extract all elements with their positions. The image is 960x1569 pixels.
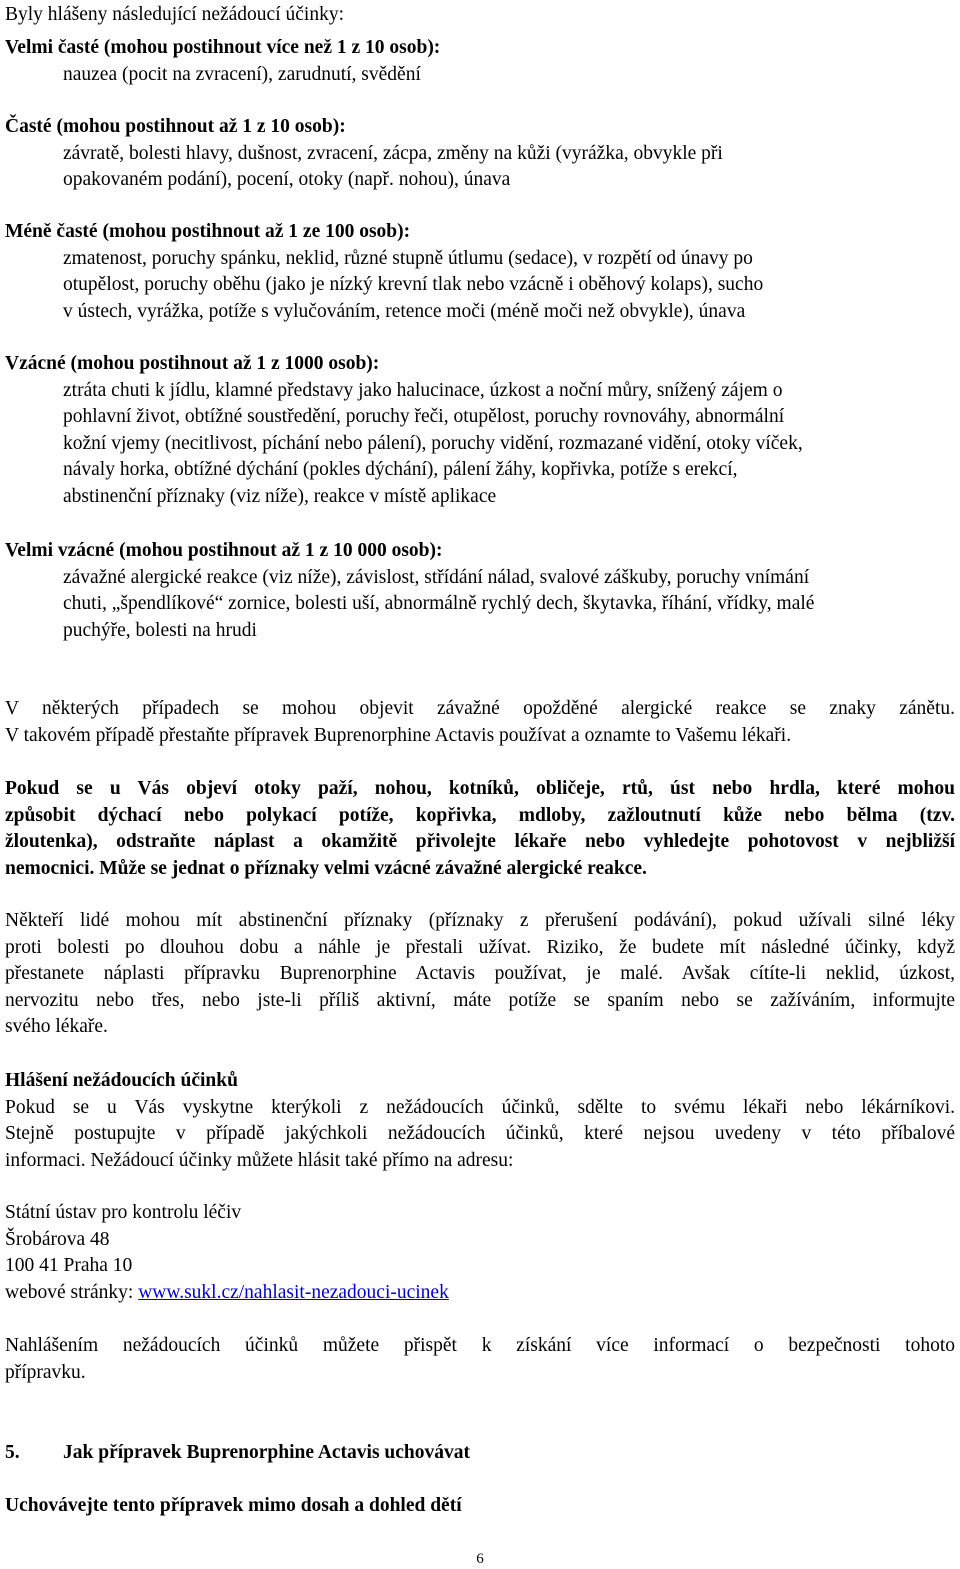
paragraph-line: žloutenka), odstraňte náplast a okamžitě přivolejte lékaře nebo vyhledejte pohotovost v nejbližší bbox=[5, 831, 955, 852]
section-line: otupělost, poruchy oběhu (jako je nízký krevní tlak nebo vzácně i oběhový kolaps), sucho bbox=[63, 274, 764, 295]
section-line: chuti, „špendlíkové“ zornice, bolesti uší, abnormálně rychlý dech, škytavka, říhání, vřídky, malé bbox=[63, 593, 815, 614]
paragraph-line: proti bolesti po dlouhou dobu a náhle je přestali užívat. Riziko, že budete mít následné účinky, když bbox=[5, 936, 955, 958]
section-line: závažné alergické reakce (viz níže), závislost, střídání nálad, svalové záškuby, poruchy vnímání bbox=[63, 566, 810, 588]
paragraph-line: přípravku. bbox=[5, 1361, 86, 1383]
address-line: Šrobárova 48 bbox=[5, 1228, 110, 1250]
reporting-heading: Hlášení nežádoucích účinků bbox=[5, 1070, 238, 1091]
section-very-common bbox=[5, 35, 955, 88]
section-line: nauzea (pocit na zvracení), zarudnutí, svědění bbox=[63, 63, 421, 85]
paragraph-line: způsobit dýchací nebo polykací potíže, kopřivka, mdloby, zažloutnutí kůže nebo bělma (tzv. bbox=[5, 804, 955, 826]
paragraph-more-info bbox=[5, 1333, 955, 1386]
intro-text: Byly hlášeny následující nežádoucí účinky: bbox=[5, 4, 344, 25]
section-reporting bbox=[5, 1068, 955, 1174]
section-line: ztráta chuti k jídlu, klamné představy jako halucinace, úzkost a noční můry, snížený zájem o bbox=[63, 379, 783, 401]
storage-subheading: Uchovávejte tento přípravek mimo dosah a dohled dětí bbox=[5, 1495, 462, 1516]
address-line: Státní ústav pro kontrolu léčiv bbox=[5, 1202, 242, 1223]
paragraph-line: Někteří lidé mohou mít abstinenční příznaky (příznaky z přerušení podávání), pokud užívali silné léky bbox=[5, 910, 955, 931]
section-5-heading bbox=[5, 1440, 955, 1467]
paragraph-line: V některých případech se mohou objevit závažné opožděné alergické reakce se znaky zánětu. bbox=[5, 698, 955, 719]
section-line: pohlavní život, obtížné soustředění, poruchy řeči, otupělost, poruchy rovnováhy, abnormální bbox=[63, 406, 785, 427]
paragraph-line: Nahlášením nežádoucích účinků můžete přispět k získání více informací o bezpečnosti tohoto bbox=[5, 1335, 955, 1356]
section-line: kožní vjemy (necitlivost, píchání nebo pálení), poruchy vidění, rozmazané vidění, otoky víček, bbox=[63, 432, 803, 454]
section-very-rare bbox=[5, 538, 955, 644]
section-line: opakovaném podání), pocení, otoky (např. nohou), únava bbox=[63, 169, 511, 190]
section-heading: Vzácné (mohou postihnout až 1 z 1000 osob): bbox=[5, 353, 380, 374]
section-line: abstinenční příznaky (viz níže), reakce v místě aplikace bbox=[63, 485, 497, 507]
section-heading: Velmi vzácné (mohou postihnout až 1 z 10 000 osob): bbox=[5, 540, 443, 561]
paragraph-line: nemocnici. Může se jednat o příznaky velmi vzácné závažné alergické reakce. bbox=[5, 857, 647, 879]
address-web bbox=[5, 1280, 955, 1307]
web-link[interactable]: www.sukl.cz/nahlasit-nezadouci-ucinek bbox=[138, 1281, 449, 1303]
paragraph-line: informaci. Nežádoucí účinky můžete hlásit také přímo na adresu: bbox=[5, 1149, 514, 1171]
section-uncommon bbox=[5, 219, 955, 325]
section-heading: Méně časté (mohou postihnout až 1 ze 100 osob): bbox=[5, 221, 411, 242]
web-label: webové stránky: bbox=[5, 1281, 139, 1303]
section-line: závratě, bolesti hlavy, dušnost, zvracení, zácpa, změny na kůži (vyrážka, obvykle při bbox=[63, 142, 723, 164]
paragraph-withdrawal bbox=[5, 908, 955, 1041]
section-common bbox=[5, 114, 955, 194]
page-number: 6 bbox=[476, 1551, 484, 1567]
section-line: puchýře, bolesti na hrudi bbox=[63, 619, 257, 641]
section-number: 5. bbox=[5, 1442, 20, 1463]
paragraph-line: Pokud se u Vás objeví otoky paží, nohou, kotníků, obličeje, rtů, úst nebo hrdla, které mohou bbox=[5, 778, 955, 799]
paragraph-delayed-reactions bbox=[5, 696, 955, 749]
paragraph-line: Stejně postupujte v případě jakýchkoli nežádoucích účinků, které nejsou uvedeny v této příbalové bbox=[5, 1123, 955, 1144]
paragraph-line: nervozitu nebo třes, nebo jste-li příliš aktivní, máte potíže se spaním nebo se zažíváním, informujte bbox=[5, 989, 955, 1011]
paragraph-allergy-warning bbox=[5, 776, 955, 882]
paragraph-line: svého lékaře. bbox=[5, 1016, 108, 1037]
reporting-address bbox=[5, 1200, 955, 1306]
paragraph-line: Pokud se u Vás vyskytne kterýkoli z nežádoucích účinků, sdělte to svému lékaři nebo lékárníkovi. bbox=[5, 1096, 955, 1118]
paragraph-line: přestanete náplasti přípravku Buprenorphine Actavis používat, je malé. Avšak cítíte-li neklid, úzkost, bbox=[5, 963, 955, 984]
section-line: návaly horka, obtížné dýchání (pokles dýchání), pálení žáhy, kopřivka, potíže s erekcí, bbox=[63, 459, 738, 480]
paragraph-line: V takovém případě přestaňte přípravek Buprenorphine Actavis používat a oznamte to Vašemu lékaři. bbox=[5, 724, 792, 746]
section-heading: Velmi časté (mohou postihnout více než 1 z 10 osob): bbox=[5, 37, 441, 58]
address-line: 100 41 Praha 10 bbox=[5, 1255, 133, 1276]
section-line: v ústech, vyrážka, potíže s vylučováním, retence moči (méně moči než obvykle), únava bbox=[63, 300, 746, 322]
section-line: zmatenost, poruchy spánku, neklid, různé stupně útlumu (sedace), v rozpětí od únavy po bbox=[63, 247, 753, 269]
section-rare bbox=[5, 351, 955, 510]
section-heading: Časté (mohou postihnout až 1 z 10 osob): bbox=[5, 116, 346, 137]
section-title: Jak přípravek Buprenorphine Actavis uchovávat bbox=[63, 1442, 471, 1463]
